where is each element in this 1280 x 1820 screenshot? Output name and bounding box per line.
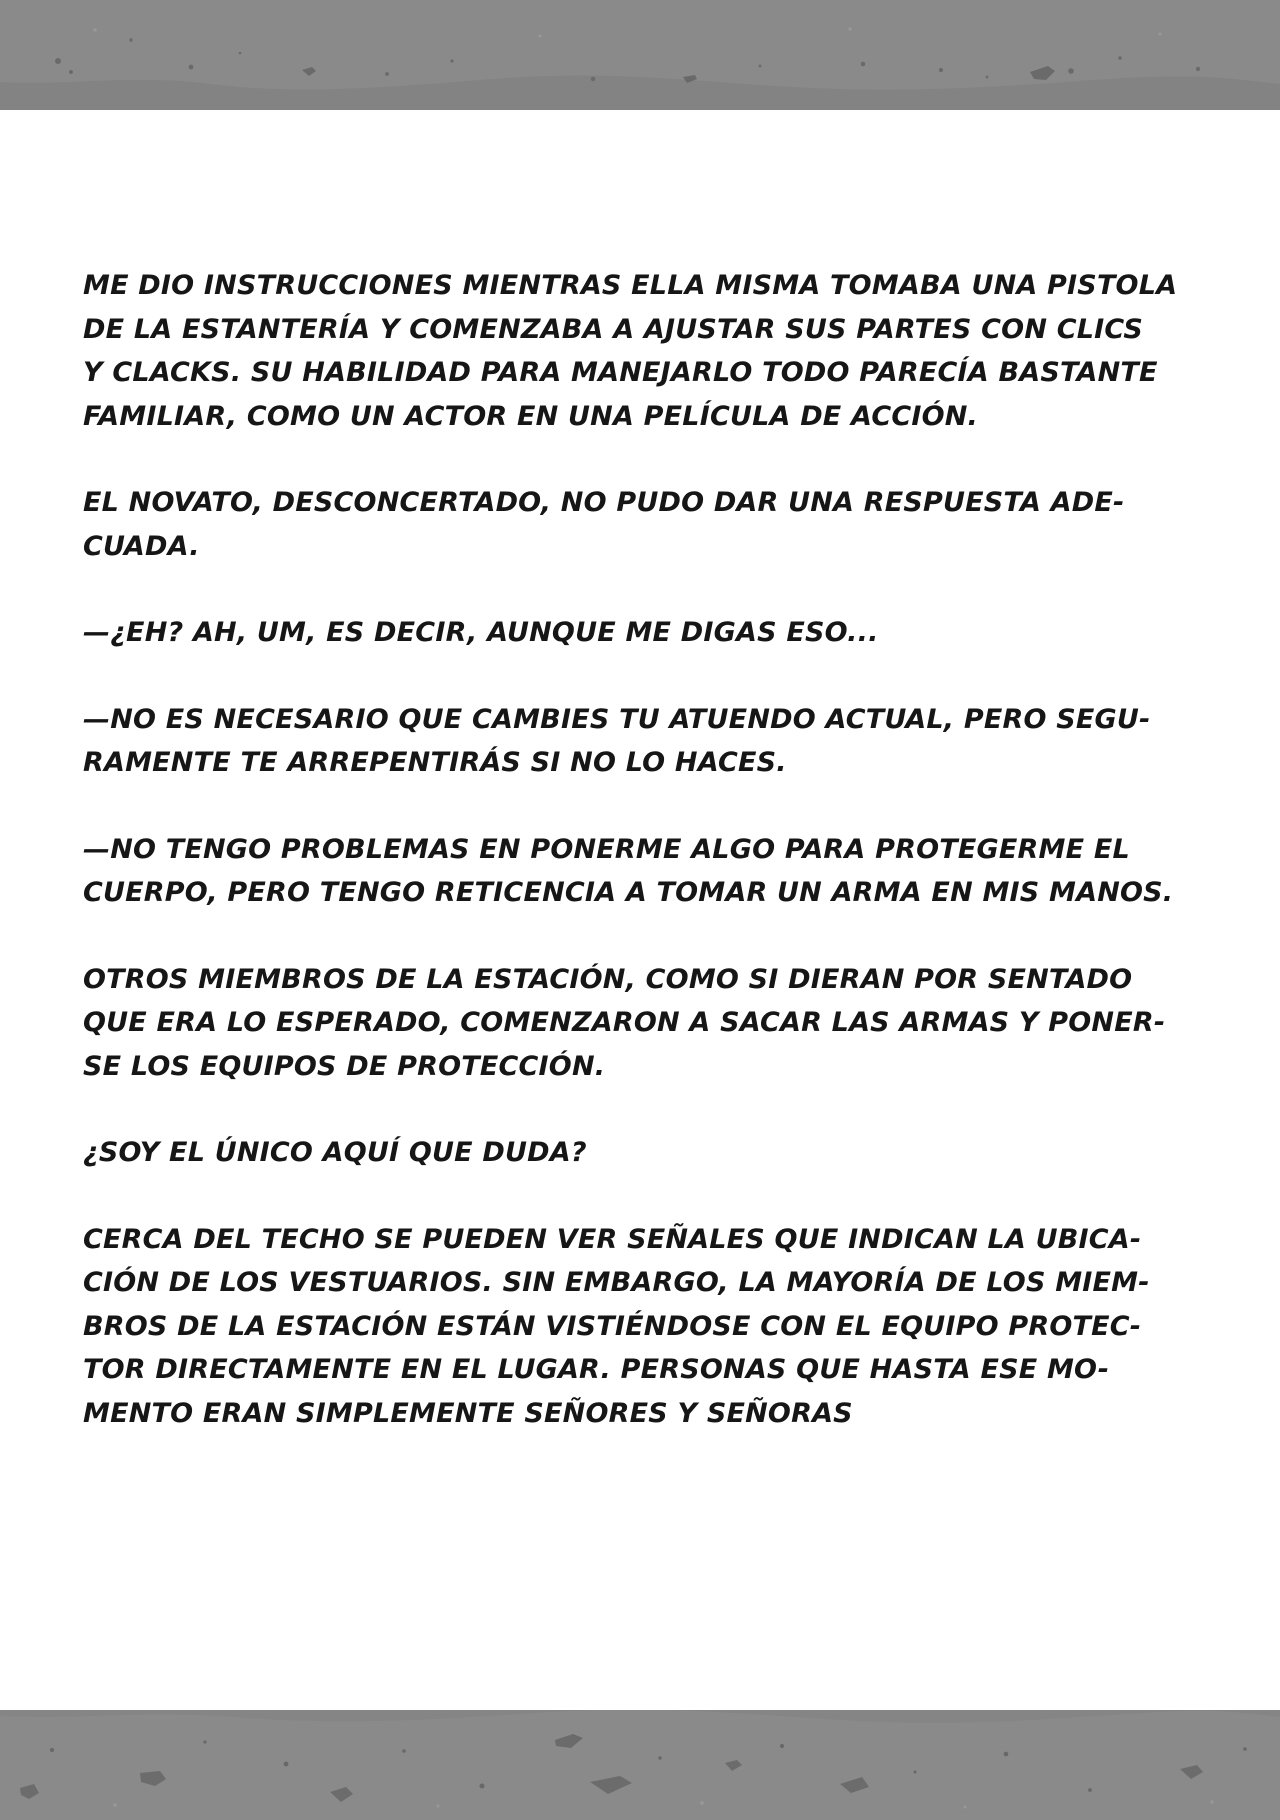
paragraph-1: ME DIO INSTRUCCIONES MIENTRAS ELLA MISMA TOMABA UNA PISTOLA DE LA ESTANTERÍA Y COMENZABA A AJUSTAR SUS PARTES CON CLICS Y CLACKS. SU HABILIDAD PARA MANEJARLO TODO PARECÍA BASTANTE FAMILIAR, COMO UN ACTOR EN UNA PELÍCULA DE ACCIÓN.	[83, 270, 1178, 432]
top-grunge-border	[0, 0, 1280, 110]
top-grunge-texture	[0, 0, 1280, 110]
paragraph-8: CERCA DEL TECHO SE PUEDEN VER SEÑALES QUE INDICAN LA UBICA- CIÓN DE LOS VESTUARIOS. SIN EMBARGO, LA MAYORÍA DE LOS MIEM- BROS DE LA ESTACIÓN ESTÁN VISTIÉNDOSE CON EL EQUIPO PROTEC- TOR DIRECTAMENTE EN EL LUGAR. PERSONAS QUE HASTA ESE MO- MENTO ERAN SIMPLEMENTE SEÑORES Y SEÑORAS	[83, 1223, 1150, 1429]
paragraph-7: ¿SOY EL ÚNICO AQUÍ QUE DUDA?	[83, 1137, 587, 1168]
paragraph-3: —¿EH? AH, UM, ES DECIR, AUNQUE ME DIGAS ESO...	[83, 617, 879, 648]
paragraph-2: EL NOVATO, DESCONCERTADO, NO PUDO DAR UNA RESPUESTA ADE- CUADA.	[83, 487, 1125, 562]
paragraph-4: —NO ES NECESARIO QUE CAMBIES TU ATUENDO ACTUAL, PERO SEGU- RAMENTE TE ARREPENTIRÁS SI NO LO HACES.	[83, 703, 1151, 778]
bottom-grunge-texture	[0, 1710, 1280, 1820]
paragraph-5: —NO TENGO PROBLEMAS EN PONERME ALGO PARA PROTEGERME EL CUERPO, PERO TENGO RETICENCIA A TOMAR UN ARMA EN MIS MANOS.	[83, 833, 1174, 908]
page-content	[0, 110, 1280, 1710]
paragraph-6: OTROS MIEMBROS DE LA ESTACIÓN, COMO SI DIERAN POR SENTADO QUE ERA LO ESPERADO, COMENZARON A SACAR LAS ARMAS Y PONER- SE LOS EQUIPOS DE PROTECCIÓN.	[83, 963, 1166, 1082]
text-block	[83, 264, 1243, 1478]
bottom-grunge-border	[0, 1710, 1280, 1820]
